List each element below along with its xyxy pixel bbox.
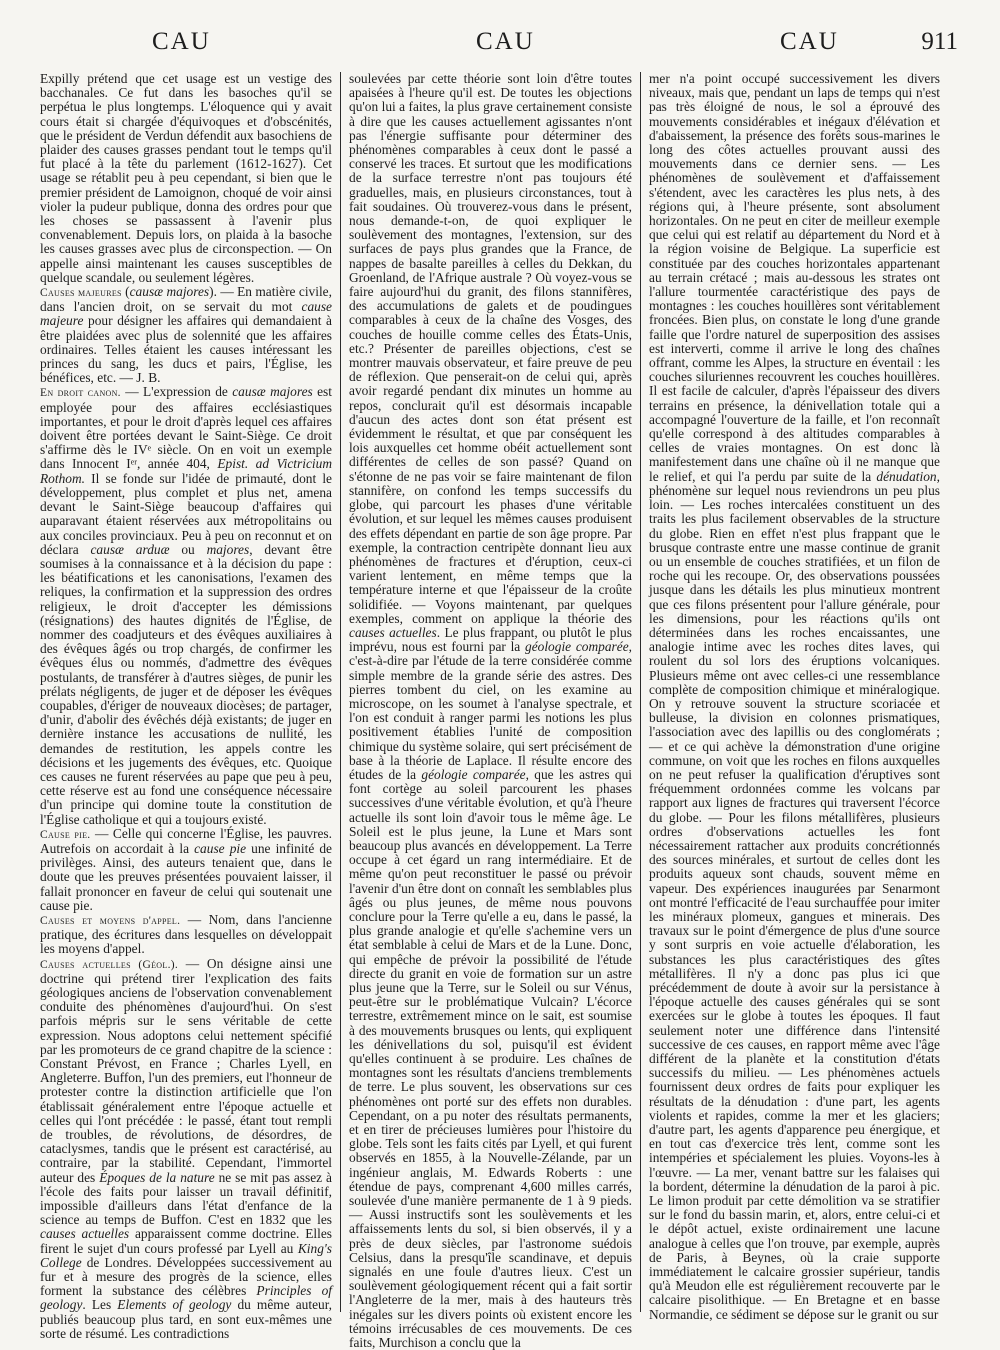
- running-head-left: CAU: [152, 28, 211, 55]
- page-header: [40, 28, 960, 64]
- text-columns: [40, 71, 972, 1350]
- page-number: 911: [921, 28, 958, 55]
- running-head-right: CAU: [780, 28, 839, 55]
- column-2: [340, 71, 640, 1350]
- entry-heading: En droit canon.: [40, 387, 121, 400]
- entry-causes-appel: Causes et moyens d'appel. — Nom, dans l'ancienne pratique, des écritures dans lesquelles on développait les moyens d'appel.: [40, 911, 332, 957]
- entry-cause-pie: Cause pie. — Celle qui concerne l'Église, les pauvres. Autrefois on accordait à la cause pie une infinité de privilèges. Ainsi, des auteurs tenaient que, dans le doute que les preuves présentées pouvaient laisser, il fallait prononcer en faveur de celui qui soutenait une cause pie.: [40, 825, 332, 913]
- paragraph: soulevées par cette théorie sont loin d'être toutes apaisées à l'heure qu'il est. De toutes les objections qu'on lui a faites, la plus grave certainement consiste à dire que les causes actuellement agissantes n'ont pas l'énergie suffisante pour déterminer des phénomènes comparables à ceux dont le passé a conservé les traces. Et surtout que les modifications de la surface terrestre n'ont pas toujours été graduelles, mais, en plusieurs circonstances, tout à fait soudaines. Où trouverez-vous dans le présent, nous demande-t-on, de quoi expliquer le soulèvement des montagnes, l'extension, sur des surfaces de pays plus grandes que la France, de nappes de basalte pareilles à celles du Dekkan, du Groenland, de l'Afrique australe ? Où voyez-vous se faire aujourd'hui du granit, des filons stannifères, des accumulations de galets et de poudingues comparables à ceux de la chaîne des Vosges, des couches de houille comme celles des États-Unis, etc.? Présenter de pareilles objections, c'est se montrer mauvais observateur, et faire preuve de peu de réflexion. Que penserait-on de celui qui, après avoir regardé pendant dix minutes un homme au repos, conclurait qu'il est désormais incapable d'aucun des actes dont son état présent est évidemment le résultat, et que par conséquent les lois auxquelles cet homme obéit actuellement sont différentes de celles de son passé? Quand on s'étonne de ne pas voir se faire maintenant de filon stannifère, on confond les temps successifs du globe, qui parcourt les phases d'une véritable évolution, et sur lequel les mêmes causes produisent des effets dépendant en partie de son âge propre. Par exemple, la contraction centripète donnant lieu aux phénomènes de fractures et d'éruption, ceux-ci varient lentement, en même temps que la température interne et que l'épaisseur de la croûte solidifiée. — Voyons maintenant, par quelques exemples, comment on applique la théorie des causes actuelles. Le plus frappant, ou plutôt le plus imprévu, nous est fourni par la géologie comparée, c'est-à-dire par l'étude de la terre considérée comme simple membre de la grande série des astres. Des pierres tombent du ciel, on les examine au microscope, on les soumet à l'analyse spectrale, et l'on est conduit à ranger parmi les notions les plus positivement établies l'unité de composition chimique du système solaire, qui sert précisément de base à la théorie de Laplace. Il résulte encore des études de la géologie comparée, que les astres qui font cortège au soleil parcourent les phases successives d'une véritable évolution, et qu'à l'heure actuelle ils sont loin d'avoir tous le même âge. Le Soleil est le plus jeune, la Lune et Mars sont beaucoup plus avancés en développement. La Terre occupe à cet égard un rang intermédiaire. Et de même qu'on peut reconstituer le passé ou prévoir l'avenir d'un être dont on connaît les semblables plus âgés ou plus jeunes, de même nous pouvons conclure pour la Terre qu'elle a eu, dans le passé, la plus grande analogie et qu'elle s'achemine vers un état semblable à celui de Mars et de la Lune. Donc, qui empêche de prévoir la possibilité de l'étude directe du granit en voie de formation sur un astre plus jeune que la Terre, sur le Soleil ou sur Vénus, peut-être sur le problématique Vulcain? L'écorce terrestre, extrêmement mince on le sait, est soumise à des mouvements brusques ou lents, qui expliquent les dénivellations du sol, puisqu'il est évident qu'elles continuent à se produire. Les chaînes de montagnes sont les résultats d'anciens tremblements de terre. Le plus souvent, les observations sur ces phénomènes ont porté sur des effets non durables. Cependant, on a pu noter des résultats permanents, et en tirer de précieuses lumières pour l'histoire du globe. Tels sont les faits cités par Lyell, et qui furent observés en 1855, à la Nouvelle-Zélande, par un ingénieur anglais, M. Edwards Roberts : une étendue de pays, comprenant 4,600 milles carrés, soulevée d'une manière permanente de 1 à 9 pieds. — Aussi instructifs sont les soulèvements et les affaissements lents du sol, si bien observés, il y a près de deux siècles, par l'astronome suédois Celsius, dans la presqu'île scandinave, et depuis signalés en une foule d'autres lieux. C'est un soulèvement géologiquement récent qui a fait sortir l'Angleterre de la mer, mais à des hauteurs très inégales sur les divers points où existent encore les témoins irrécusables de ces mouvements. De ces faits, Murchison a conclu que la: [349, 71, 633, 1350]
- entry-heading: Causes majeures: [40, 287, 122, 300]
- column-3: [640, 71, 940, 1322]
- paragraph: mer n'a point occupé successivement les divers niveaux, mais que, pendant un laps de temps qui n'est pas très éloigné de nous, le sol a éprouvé des mouvements considérables et inégaux d'élévation et d'abaissement, la présence des forêts sous-marines le long des côtes actuelles prouvant aussi des mouvements dans ce dernier sens. — Les phénomènes de soulèvement et d'affaissement s'étendent, avec les caractères les plus nets, à des régions qui, à l'heure présente, sont absolument horizontales. On ne peut en citer de meilleur exemple que celui qui est relatif au département du Nord et à la région voisine de Belgique. La superficie est constituée par des couches horizontales appartenant au terrain crétacé ; mais au-dessous les strates ont l'allure tourmentée caractéristique des pays de montagnes : les couches houillères sont véritablement froncées. Bien plus, on constate le long d'une grande faille que l'ordre naturel de superposition des assises est interverti, comme il arrive le long des chaînes offrant, comme les Alpes, la structure en éventail : les couches siluriennes recouvrent les couches houillères. Il est facile de calculer, d'après l'épaisseur des divers terrains en présence, la dénivellation totale qui a accompagné l'ouverture de la faille, et l'on reconnaît qu'elle correspond à des altitudes comparables à celles de vraies montagnes. On est donc là manifestement dans une chaîne où il ne manque que le relief, et qui l'a perdu par suite de la dénudation, phénomène sur lequel nous reviendrons un peu plus loin. — Les roches intercalées constituent un des traits les plus facilement observables de la structure du globe. Rien en effet n'est plus frappant que le brusque contraste entre une masse continue de granit ou un ensemble de couches stratifiées, et un filon de roche qui les recoupe. Or, des observations poussées jusque dans les détails les plus minutieux montrent que ces filons présentent pour l'allure générale, pour les dimensions, pour les réactions qu'ils ont déterminées dans les roches encaissantes, une analogie intime avec les roches dites laves, qui roulent du sol lors des éruptions volcaniques. Plusieurs même ont avec celles-ci une ressemblance complète de composition chimique et minéralogique. On y retrouve souvent la structure scoriacée et bulleuse, la division en colonnes prismatiques, l'association avec des lapillis ou des conglomérats ; — et ce qui achève la démonstration d'une origine commune, on voit que les roches en filons auxquelles on ne peut refuser la qualification d'éruptives sont fréquemment ordonnées comme les volcans par rapport aux lignes de fractures qui traversent l'écorce du globe. — Pour les filons métallifères, plusieurs ordres d'observations actuelles les font nécessairement rattacher aux produits concrétionnés des sources minérales, et surtout de celles dont les produits aqueux sont chauds, souvent même en vapeur. Des expériences inaugurées par Senarmont ont montré l'efficacité de l'eau surchauffée pour imiter les minéraux plomeux, gangues et minerais. Des travaux sur le point d'émergence de plus d'une source y sont surpris en voie actuelle d'élaboration, les substances les plus caractéristiques des gîtes métallifères. Il n'y a donc pas plus ici que précédemment de doute à avoir sur la persistance à l'époque actuelle des causes générales qui se sont exercées sur le globe à toutes les époques. Il faut seulement noter une différence dans l'intensité successive de ces causes, en rapport même avec l'âge différent de la planète et la constitution d'états successifs du milieu. — Les phénomènes actuels fournissent deux ordres de faits pour expliquer les résultats de la dénudation : d'une part, les agents violents et rapides, comme la mer et les glaciers; d'autre part, les agents d'apparence peu énergique, et en tout cas d'exercice très lent, comme sont les intempéries et spécialement les pluies. Voyons-les à l'œuvre. — La mer, venant battre sur les falaises qui la bordent, détermine la dénudation de la paroi à pic. Le limon produit par cette démolition va se stratifier sur le fond du bassin marin, et, alors, entre celui-ci et le dépôt actuel, existe ordinairement une lacune analogue à celles que l'on trouve, par exemple, auprès de Paris, à Beynes, où la craie supporte immédiatement le calcaire grossier supérieur, tandis qu'à Meudon elle est régulièrement recouverte par le calcaire pisolithique. — En Bretagne et en basse Normandie, ce sédiment se dépose sur le granit ou sur: [649, 71, 940, 1322]
- entry-droit-canon: En droit canon. — L'expression de causæ majores est employée pour des affaires ecclésiastiques importantes, et pour le droit d'après lequel ces affaires doivent être portées devant le Saint-Siège. Ce droit s'affirme dès le IVᵉ siècle. On en voit un exemple dans Innocent Iᵉʳ, année 404, Epist. ad Victricium Rothom. Il se fonde sur l'idée de primauté, dont le développement, plus complet et plus net, amena devant le Saint-Siège beaucoup d'affaires qui auparavant étaient réservées aux métropolitains ou aux conciles provinciaux. Peu à peu on reconnut et on déclara causæ arduæ ou majores, devant être soumises à la connaissance et à la décision du pape : les béatifications et les canonisations, l'examen des reliques, la confirmation et la suppression des ordres religieux, le droit d'accepter les démissions (résignations) des hautes dignités de l'Église, de nommer des coadjuteurs et des évêques auxiliaires à des évêques âgés ou trop chargés, de confirmer les évêques élus ou nommés, d'admettre des évêques postulants, de transférer à d'autres sièges, de punir les prélats négligents, de juger et de déposer les évêques coupables, d'ériger de nouveaux diocèses; de partager, d'unir, d'abolir des évêchés déjà existants; de juger en dernière instance les accusations de nullité, les demandes de restitution, les appels contre les décisions et les jugements des évêques, etc. Quoique ces causes ne furent réservées au pape que peu à peu, cette réserve est au fond une conséquence nécessaire d'un principe qui domine toute la constitution de l'Église catholique et qui a toujours existé.: [40, 384, 332, 827]
- entry-heading: Cause pie.: [40, 828, 91, 841]
- entry-causes-majeures: Causes majeures (causæ majores). — En matière civile, dans l'ancien droit, on se servait du mot cause majeure pour désigner les affaires qui demandaient à être plaidées avec plus de solennité que les affaires ordinaires. Telles étaient les causes intéressant les princes du sang, les ducs et pairs, l'Église, les bénéfices, etc. — J. B.: [40, 284, 332, 386]
- running-head-center: CAU: [476, 28, 535, 55]
- entry-heading: Causes et moyens d'appel.: [40, 914, 181, 927]
- paragraph: Expilly prétend que cet usage est un vestige des bacchanales. Ce fut dans les basoches qu'il se perpétua le plus longtemps. L'éloquence qui y avait cours était si chargée d'équivoques et d'obscénités, que le président de Verdun défendit aux basochiens de plaider des causes grasses pendant tout le temps qu'il fut placé à la tête du parlement (1612-1627). Cet usage se rétablit peu à peu cependant, si bien que le premier président de Lamoignon, choqué de voir ainsi violer la pudeur publique, donna des ordres pour que les choses se passassent à l'avenir plus convenablement. Depuis lors, on plaida à la basoche les causes grasses avec plus de circonspection. — On appelle ainsi maintenant les causes susceptibles de quelque scandale, ou seulement légères.: [40, 71, 332, 285]
- entry-causes-actuelles: Causes actuelles (Géol.). — On désigne ainsi une doctrine qui prétend tirer l'explication des faits géologiques anciens de l'observation convenablement conduite des phénomènes d'aujourd'hui. On s'est parfois mépris sur le sens véritable de cette expression. Nous adoptons celui nettement spécifié par les promoteurs de ce grand chapitre de la science : Constant Prévost, en France ; Charles Lyell, en Angleterre. Buffon, l'un des premiers, eut l'honneur de protester contre la distinction artificielle que l'on établissait généralement entre l'époque actuelle et celles qui l'ont précédée : le passé, étant tout rempli de troubles, de révolutions, de désordres, de cataclysmes, tandis que le présent est caractérisé, au contraire, par la stabilité. Cependant, l'immortel auteur des Époques de la nature ne se mit pas assez à l'école des faits pour laisser un travail définitif, impossible d'ailleurs dans l'état d'enfance de la science au temps de Buffon. C'est en 1832 que les causes actuelles apparaissent comme doctrine. Elles firent le sujet d'un cours professé par Lyell au King's College de Londres. Développées successivement au fur et à mesure des progrès de la science, elles forment la substance des célèbres Principles of geology. Les Elements of geology du même auteur, publiés beaucoup plus tard, en sont eux-mêmes une sorte de résumé. Les contradictions: [40, 955, 333, 1341]
- entry-heading: Causes actuelles (Géol.).: [40, 958, 179, 971]
- column-1: [40, 71, 340, 1341]
